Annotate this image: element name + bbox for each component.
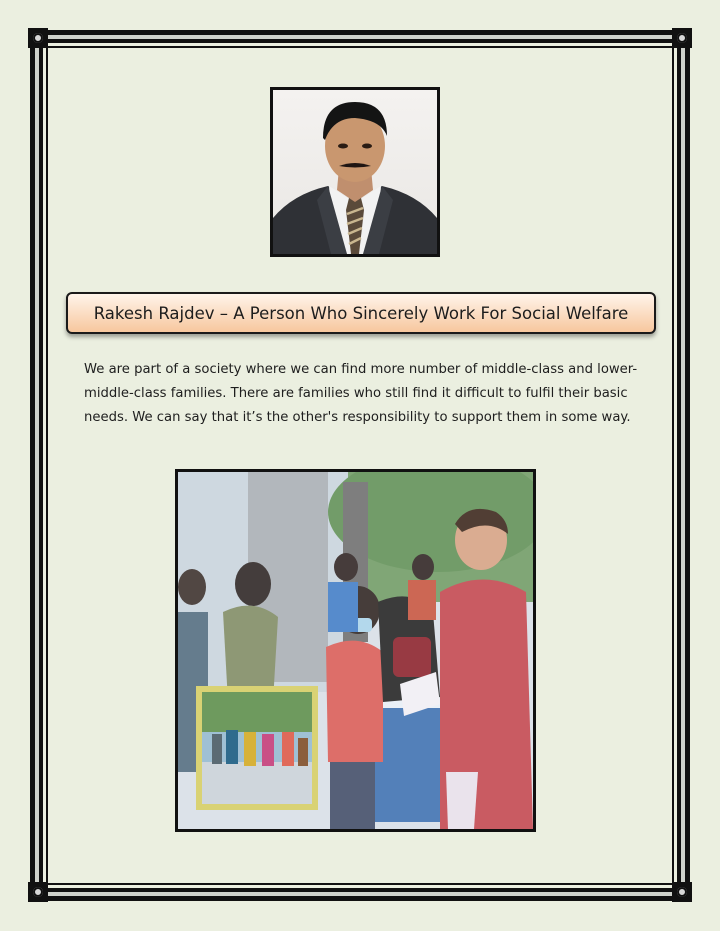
frame-bottom-inner	[30, 888, 690, 892]
frame-left-inner2	[46, 46, 48, 885]
corner-ornament-icon	[672, 882, 692, 902]
man-in-suit-portrait-icon	[273, 90, 437, 254]
frame-right-inner	[677, 30, 681, 901]
frame-top-inner2	[48, 46, 672, 48]
page-title: Rakesh Rajdev – A Person Who Sincerely Work For Social Welfare	[93, 303, 629, 323]
frame-left-inner	[39, 30, 43, 901]
frame-bottom-mid	[30, 892, 690, 896]
corner-ornament-icon	[28, 28, 48, 48]
frame-right-outer	[685, 30, 690, 901]
corner-ornament-icon	[672, 28, 692, 48]
frame-right-mid	[681, 30, 685, 901]
school-bag-distribution-photo-icon	[178, 472, 533, 829]
frame-bottom-outer	[30, 896, 690, 901]
body-paragraph: We are part of a society where we can find more number of middle-class and lower-middle-class families. There are families who still find it difficult to fulfil their basic needs. We can say that it’s the other's responsibility to support them in some way.	[84, 362, 638, 425]
frame-right-inner2	[672, 46, 674, 885]
frame-bottom-inner2	[48, 883, 672, 885]
corner-ornament-icon	[28, 882, 48, 902]
title-banner	[66, 292, 656, 334]
event-photo	[175, 469, 536, 832]
frame-top-inner	[30, 39, 690, 43]
portrait-image	[270, 87, 440, 257]
